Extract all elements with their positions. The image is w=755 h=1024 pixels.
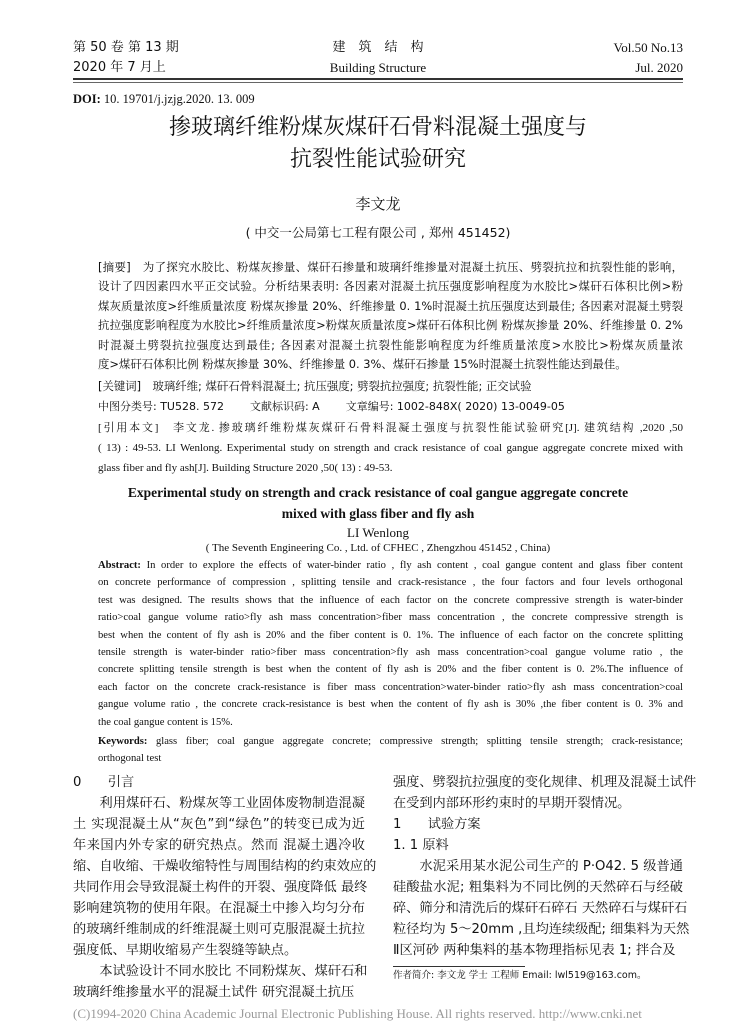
body-right-column [393, 772, 697, 961]
abstract-en-line-label: Abstract: [98, 560, 141, 571]
keywords-en [98, 733, 683, 768]
doi [73, 92, 255, 107]
author-zh: 李文龙 [355, 195, 401, 213]
abstract-en-line: tensile strength is water-binder ratio>fiber mass concentration>fly ash mass concentration>coal gangue volume ratio , the [98, 647, 683, 659]
keywords-en-line-text: glass fiber; coal gangue aggregate concrete; compressive strength; splitting tensile strength; crack-resistance; [147, 736, 683, 747]
abstract-en-line: each factor on the concrete crack-resistance is fiber mass concentration>water-binder ratio>fly ash mass concentration>coal [98, 681, 683, 693]
journal-date-zh: 2020 年 7 月上 [73, 60, 166, 75]
title-zh-line: 掺玻璃纤维粉煤灰煤矸石骨料混凝土强度与 [168, 115, 587, 140]
body-line: 碎、筛分和清洗后的煤矸石碎石 天然碎石与煤矸石 [393, 901, 688, 916]
abstract-en-line: gangue volume ratio , the concrete crack-resistance is best when the content of fly ash is 30% ,the fiber content is 0. 3% and [98, 699, 683, 711]
keywords-zh: [关键词] 玻璃纤维; 煤矸石骨料混凝土; 抗压强度; 劈裂抗拉强度; 抗裂性能; 正交试验 [98, 379, 532, 393]
keywords-en-line [98, 733, 683, 750]
title-en-line: mixed with glass fiber and fly ash [281, 506, 475, 521]
body-line: 玻璃纤维掺量水平的混凝土试件 研究混凝土抗压 [73, 985, 355, 1000]
title-zh [73, 112, 683, 176]
body-line: 的玻璃纤维制成的纤维混凝土则可克服混凝土抗拉 [73, 922, 365, 937]
doi-label: DOI: [73, 92, 101, 106]
body-line: 缩、自收缩、干燥收缩特性与周围结构的约束效应的 [73, 859, 377, 874]
abstract-zh-line: 抗拉强度影响程度为水胶比>纤维质量浓度>粉煤灰质量浓度>煤矸石体积比例 粉煤灰掺量 20%、纤维掺量 0. 2% [98, 318, 683, 333]
journal-volume: Vol.50 No.13 [613, 40, 683, 55]
footnote-rule [393, 966, 525, 967]
body-line: 强度、劈裂抗拉强度的变化规律、机理及混凝土试件 [393, 775, 697, 790]
abstract-zh-line: [摘要] 为了探究水胶比、粉煤灰掺量、煤矸石掺量和玻璃纤维掺量对混凝土抗压、劈裂抗拉和抗裂性能的影响， [98, 260, 683, 274]
doi-value: 10. 19701/j.jzjg.2020. 13. 009 [100, 92, 255, 106]
abstract-zh-line: 度>煤矸石体积比例 粉煤灰掺量 30%、纤维掺量 0. 3%、煤矸石掺量 15%时混凝土抗裂性能达到最佳。 [98, 357, 627, 372]
abstract-zh-line: 设计了四因素四水平正交试验。分析结果表明: 各因素对混凝土抗压强度影响程度为水胶比>煤矸石体积比例>粉 [98, 279, 683, 294]
abstract-en-line: the coal gangue content is 15%. [98, 716, 233, 728]
abstract-en-line: concrete splitting tensile strength is best when the content of fly ash is 20% and the fiber content is 0. 2%.The influence of [98, 664, 683, 676]
keywords-en-line-label: Keywords: [98, 736, 148, 747]
abstract-zh-line: 煤灰质量浓度>纤维质量浓度 粉煤灰掺量 20%、纤维掺量 0. 1%时混凝土抗压强度达到最佳; 各因素对混凝土劈裂 [98, 298, 683, 313]
abstract-en-line: ratio>coal gangue volume ratio>fly ash mass concentration>fiber mass concentration , the concrete compressive strength is [98, 612, 683, 624]
abstract-en-line-text: In order to explore the effects of water-binder ratio , fly ash content , coal gangue content and glass fiber content [140, 560, 683, 571]
abstract-en-line: test was designed. The results shows that the influence of each factor on the concrete compressive strength is water-binder [98, 594, 683, 606]
journal-date-en: Jul. 2020 [635, 60, 683, 75]
title-en-line: Experimental study on strength and crack resistance of coal gangue aggregate concrete [127, 485, 629, 500]
journal-name-en: Building Structure [329, 60, 427, 75]
classification-row [98, 398, 565, 415]
body-line: Ⅱ区河砂 两种集料的基本物理指标见表 1; 拌合及 [393, 943, 676, 958]
body-line: 本试验设计不同水胶比 不同粉煤灰、煤矸石和 [73, 964, 368, 979]
abstract-en-line: on concrete performance of compression , splitting tensile and crack-resistance , the four factors and four levels orthogonal [98, 577, 683, 589]
body-line: 0 引言 [73, 775, 135, 790]
article-number: 文章编号: 1002-848X( 2020) 13-0049-05 [345, 400, 565, 413]
body-line: 水泥采用某水泥公司生产的 P·O42. 5 级普通 [393, 859, 683, 874]
abstract-en [98, 557, 683, 731]
citation-line: [引用本文] 李文龙. 掺玻璃纤维粉煤灰煤矸石骨料混凝土强度与抗裂性能试验研究[J]. 建筑结构 ,2020 ,50 [98, 422, 683, 434]
header-rule [73, 78, 683, 80]
copyright-watermark: (C)1994-2020 China Academic Journal Electronic Publishing House. All rights reserved. http://www.cnki.net [73, 1006, 642, 1021]
clc-number: 中图分类号: TU528. 572 [98, 400, 224, 413]
keywords-en-line: orthogonal test [98, 753, 162, 765]
journal-issue: 第 50 卷 第 13 期 [73, 40, 179, 55]
abstract-en-line: best when the content of fly ash is 20% and the fiber content is 0. 1%. The influence of each factor on the concrete splitting [98, 629, 683, 641]
body-line: 共同作用会导致混凝土构件的开裂、强度降低 最终 [73, 880, 368, 895]
body-line: 年来国内外专家的研究热点。然而 混凝土遇冷收 [73, 838, 365, 853]
title-en [73, 482, 683, 524]
body-line: 硅酸盐水泥; 粗集料为不同比例的天然碎石与经破 [393, 880, 683, 895]
body-line: 土 实现混凝土从“灰色”到“绿色”的转变已成为近 [73, 817, 365, 832]
affiliation-zh: ( 中交一公局第七工程有限公司 , 郑州 451452) [245, 225, 511, 240]
journal-name-zh: 建 筑 结 构 [332, 40, 424, 55]
affiliation-en: ( The Seventh Engineering Co. , Ltd. of CFHEC , Zhengzhou 451452 , China) [205, 542, 551, 554]
abstract-zh [98, 258, 683, 374]
title-zh-line: 抗裂性能试验研究 [289, 147, 466, 172]
body-line: 粒径均为 5～20mm ,且均连续级配; 细集料为天然 [393, 922, 690, 937]
citation-line: ( 13) : 49-53. LI Wenlong. Experimental study on strength and crack resistance of coal gangue aggregate concrete mixed with [98, 442, 683, 454]
body-line: 利用煤矸石、粉煤灰等工业固体废物制造混凝 [73, 796, 365, 811]
body-left-column [73, 772, 377, 1003]
document-code: 文献标识码: A [249, 400, 320, 413]
header-rule-thin [73, 82, 683, 83]
body-line: 影响建筑物的使用年限。在混凝土中掺入均匀分布 [73, 901, 365, 916]
citation [98, 418, 683, 478]
author-en: LI Wenlong [347, 525, 409, 540]
abstract-en-line [98, 557, 683, 574]
body-line: 1 试验方案 [393, 817, 481, 832]
body-line: 强度低、早期收缩易产生裂缝等缺点。 [73, 943, 298, 958]
body-line: 在受到内部环形约束时的早期开裂情况。 [393, 796, 631, 811]
citation-line: glass fiber and fly ash[J]. Building Structure 2020 ,50( 13) : 49-53. [98, 462, 393, 474]
body-line: 1. 1 原料 [393, 838, 449, 853]
author-footnote: 作者简介: 李文龙 学士 工程师 Email: lwl519@163.com。 [393, 970, 647, 981]
abstract-zh-line: 时混凝土劈裂抗拉强度达到最佳; 各因素对混凝土抗裂性能影响程度为纤维质量浓度>水胶比>粉煤灰质量浓 [98, 337, 683, 352]
